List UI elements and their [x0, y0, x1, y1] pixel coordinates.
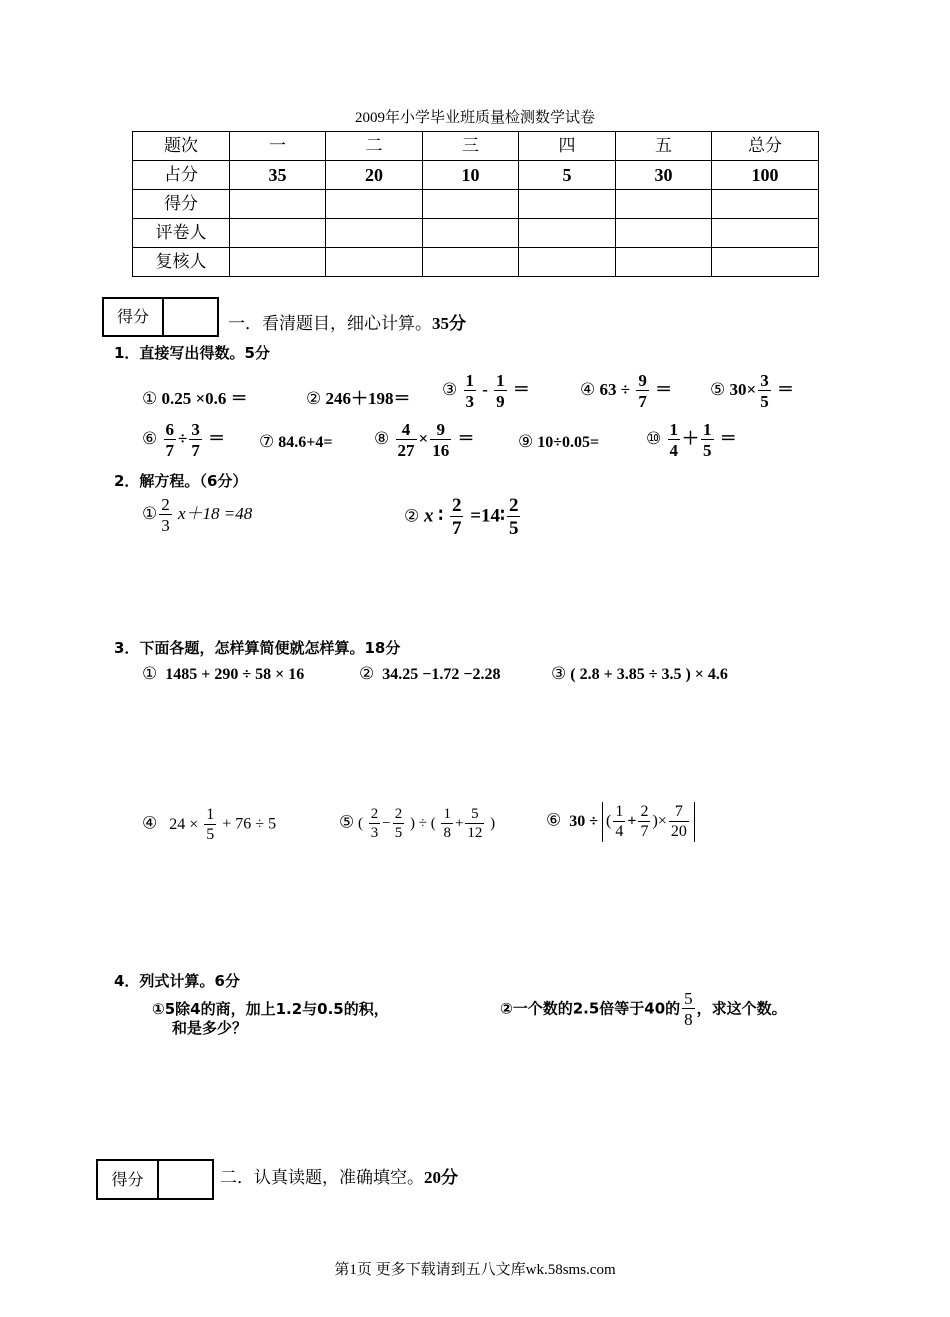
- equals: ＝: [719, 428, 737, 448]
- q3-item-6: [546, 802, 695, 842]
- item-number: ②: [306, 389, 322, 409]
- fraction: [369, 807, 381, 841]
- denominator: 7: [638, 392, 647, 411]
- table-cell: [230, 219, 326, 248]
- operator: ) ÷ (: [409, 815, 436, 832]
- table-cell: [326, 190, 423, 219]
- numerator: 2: [394, 806, 403, 822]
- denominator: 20: [670, 823, 687, 840]
- table-cell: [712, 248, 819, 277]
- numerator: 2: [451, 495, 462, 516]
- table-cell: [326, 248, 423, 277]
- operator: )×: [652, 812, 667, 830]
- table-cell: [230, 190, 326, 219]
- numerator: 3: [191, 420, 200, 439]
- operator: ÷: [178, 428, 188, 448]
- expression: + 76 ÷ 5: [222, 815, 277, 833]
- fraction: [441, 807, 453, 841]
- exam-title: 2009年小学毕业班质量检测数学试卷: [354, 110, 595, 126]
- denominator: 12: [467, 825, 483, 841]
- table-cell: [423, 219, 519, 248]
- table-header-cell: 三: [423, 132, 519, 161]
- denominator: 8: [443, 825, 451, 841]
- numerator: 1: [465, 371, 474, 390]
- fraction: [396, 421, 417, 459]
- table-header-cell: 五: [616, 132, 712, 161]
- table-header-cell: 题次: [133, 132, 230, 161]
- q1-item-4: [580, 372, 672, 410]
- table-cell: [616, 248, 712, 277]
- fraction: [189, 421, 202, 459]
- numerator: 1: [615, 803, 624, 820]
- table-header-row: [133, 132, 819, 161]
- numerator: 3: [760, 371, 769, 390]
- fraction: [636, 372, 649, 410]
- paren: (: [606, 812, 612, 830]
- item-number: ⑦: [259, 432, 275, 452]
- expression: 1485 + 290 ÷ 58 × 16: [165, 666, 305, 683]
- table-cell: [519, 219, 616, 248]
- q3-item-3: [551, 664, 728, 684]
- score-box-label: 得分: [104, 299, 164, 335]
- fraction: [701, 421, 714, 459]
- fraction: [204, 807, 216, 843]
- item-number: ④: [142, 813, 158, 834]
- fraction: [669, 804, 689, 840]
- q4-title: 4．列式计算。6分: [114, 972, 240, 990]
- q1-item-7: [259, 432, 332, 452]
- fraction: [159, 496, 172, 534]
- item-number: ③: [442, 379, 458, 400]
- q1-item-3: [442, 372, 530, 410]
- table-row: [133, 248, 819, 277]
- table-cell: 30: [616, 161, 712, 190]
- paren: (: [358, 815, 363, 832]
- item-number: ②: [359, 664, 375, 684]
- denominator: 3: [465, 392, 474, 411]
- denominator: 3: [161, 516, 170, 535]
- numerator: 1: [496, 371, 505, 390]
- item-number: ⑤: [710, 379, 726, 400]
- ratio-colon: ∶: [438, 505, 444, 527]
- expression: 34.25 −1.72 −2.28: [382, 666, 501, 683]
- section2-score-box: [96, 1159, 214, 1200]
- table-cell: 10: [423, 161, 519, 190]
- item-number: ①: [142, 664, 158, 684]
- denominator: 27: [397, 441, 415, 460]
- fraction: [668, 421, 681, 459]
- q1-item-1: [142, 384, 248, 409]
- table-cell: [519, 248, 616, 277]
- item-number: ⑨: [518, 432, 534, 452]
- section1-points: 35分: [432, 314, 466, 333]
- operator: +: [454, 815, 464, 832]
- table-cell: [423, 248, 519, 277]
- denominator: 5: [760, 392, 769, 411]
- equation: x＋18 =48: [178, 503, 253, 523]
- fraction: [507, 496, 521, 538]
- numerator: 4: [401, 420, 411, 439]
- q4-problem-1-line1: ①5除4的商，加上1.2与0.5的积，: [152, 1000, 389, 1018]
- fraction: [758, 372, 771, 410]
- numerator: 6: [165, 420, 174, 439]
- numerator: 1: [669, 420, 678, 439]
- fraction: [494, 372, 507, 410]
- table-row-label: 占分: [133, 161, 230, 190]
- q4-problem-2: [500, 990, 787, 1028]
- denominator: 5: [703, 441, 712, 460]
- numerator: 2: [370, 806, 379, 822]
- numerator: 2: [508, 495, 519, 516]
- table-cell: [616, 190, 712, 219]
- section1-score-box: [102, 297, 219, 337]
- denominator: 7: [165, 441, 174, 460]
- item-number: ⑥: [546, 810, 562, 831]
- expression: 10÷0.05=: [537, 434, 600, 451]
- fraction: [450, 496, 464, 538]
- operator: +: [627, 812, 637, 830]
- q1-item-10: [646, 421, 737, 459]
- table-cell: [230, 248, 326, 277]
- fraction: [164, 421, 177, 459]
- denominator: 5: [206, 826, 215, 843]
- q1-item-8: [374, 421, 474, 459]
- denominator: 8: [684, 1010, 693, 1029]
- fraction: [465, 807, 484, 841]
- operator: ＋: [682, 428, 699, 448]
- score-box-label: 得分: [98, 1161, 159, 1198]
- numerator: 5: [471, 806, 479, 822]
- fraction: [464, 372, 477, 410]
- q1-item-5: [710, 372, 794, 410]
- section2-heading: [220, 1163, 458, 1188]
- table-cell: 20: [326, 161, 423, 190]
- table-row: [133, 190, 819, 219]
- denominator: 7: [191, 441, 200, 460]
- page-footer: 第1页 更多下载请到五八文库wk.58sms.com: [334, 1262, 616, 1278]
- q1-title: 1．直接写出得数。5分: [114, 344, 270, 362]
- numerator: 1: [443, 806, 451, 822]
- bracket-group: [602, 802, 695, 842]
- denominator: 9: [496, 392, 505, 411]
- equals: ＝: [457, 428, 475, 448]
- numerator: 1: [703, 420, 712, 439]
- q3-item-5: [339, 807, 495, 841]
- denominator: 7: [451, 518, 462, 539]
- numerator: 9: [436, 420, 445, 439]
- item-number: ④: [580, 379, 596, 400]
- numerator: 1: [206, 806, 215, 823]
- fraction: [682, 990, 695, 1028]
- expression: 84.6+4=: [278, 434, 333, 451]
- expression: 246＋198＝: [325, 389, 411, 408]
- equals: ＝: [776, 379, 794, 399]
- problem-text: ②一个数的2.5倍等于40的: [500, 999, 681, 1018]
- expression: 30×: [729, 379, 757, 399]
- item-number: ⑥: [142, 428, 158, 449]
- score-table: [132, 131, 819, 277]
- operator: ×: [418, 428, 429, 448]
- table-row: [133, 219, 819, 248]
- fraction: [430, 421, 451, 459]
- table-cell: [616, 219, 712, 248]
- table-header-cell: 一: [230, 132, 326, 161]
- numerator: 5: [684, 989, 693, 1008]
- item-number: ③: [551, 664, 567, 684]
- item-number: ⑧: [374, 428, 390, 449]
- q2-item-1: [142, 496, 252, 534]
- denominator: 4: [615, 823, 624, 840]
- expression: ( 2.8 + 3.85 ÷ 3.5 ) × 4.6: [570, 666, 728, 683]
- q2-item-2: [404, 496, 522, 538]
- denominator: 5: [394, 825, 403, 841]
- expression: 63 ÷: [599, 379, 631, 399]
- section2-title: 二．认真读题，准确填空。: [220, 1168, 424, 1188]
- table-header-cell: 总分: [712, 132, 819, 161]
- table-row-label: 复核人: [133, 248, 230, 277]
- item-number: ①: [142, 389, 158, 409]
- table-row: [133, 161, 819, 190]
- table-header-cell: 四: [519, 132, 616, 161]
- problem-text: ，求这个数。: [696, 999, 787, 1018]
- fraction: [393, 807, 405, 841]
- paren: ): [490, 815, 496, 832]
- numerator: 9: [638, 371, 647, 390]
- equation-middle: =14∶: [470, 505, 505, 527]
- denominator: 5: [508, 518, 519, 539]
- numerator: 2: [640, 803, 649, 820]
- table-cell: [423, 190, 519, 219]
- expression: 30 ÷: [569, 812, 599, 830]
- section1-title: 一．看清题目，细心计算。: [228, 314, 432, 334]
- q1-item-9: [518, 432, 599, 452]
- q3-title: 3．下面各题，怎样算简便就怎样算。18分: [114, 639, 401, 657]
- numerator: 7: [674, 803, 683, 820]
- denominator: 7: [640, 823, 649, 840]
- table-cell: 5: [519, 161, 616, 190]
- equals: ＝: [208, 428, 226, 448]
- q3-item-1: [142, 664, 304, 684]
- expression: 0.25 ×0.6 ＝: [161, 389, 248, 408]
- denominator: 3: [370, 825, 379, 841]
- fraction: [638, 804, 650, 840]
- expression: 24 ×: [169, 815, 199, 833]
- table-cell: 100: [712, 161, 819, 190]
- table-cell: 35: [230, 161, 326, 190]
- table-cell: [326, 219, 423, 248]
- q4-problem-1-line2: 和是多少？: [172, 1019, 248, 1037]
- table-header-cell: 二: [326, 132, 423, 161]
- variable: x: [424, 505, 434, 527]
- table-row-label: 得分: [133, 190, 230, 219]
- item-number: ①: [142, 503, 158, 524]
- item-number: ②: [404, 506, 420, 527]
- equals: ＝: [655, 379, 673, 399]
- q3-item-4: [142, 807, 276, 843]
- operator: −: [382, 815, 391, 832]
- numerator: 2: [161, 495, 170, 514]
- q1-item-6: [142, 421, 225, 459]
- operator: -: [482, 379, 488, 399]
- section1-heading: [228, 309, 466, 334]
- table-row-label: 评卷人: [133, 219, 230, 248]
- table-cell: [712, 190, 819, 219]
- equals: ＝: [512, 379, 530, 399]
- table-cell: [519, 190, 616, 219]
- denominator: 16: [432, 441, 450, 460]
- denominator: 4: [669, 441, 678, 460]
- q2-title: 2．解方程。（6分）: [114, 472, 248, 490]
- q3-item-2: [359, 664, 500, 684]
- table-cell: [712, 219, 819, 248]
- item-number: ⑤: [339, 812, 355, 833]
- fraction: [613, 804, 625, 840]
- section2-points: 20分: [424, 1168, 458, 1187]
- item-number: ⑩: [646, 428, 662, 449]
- q1-item-2: [306, 384, 411, 409]
